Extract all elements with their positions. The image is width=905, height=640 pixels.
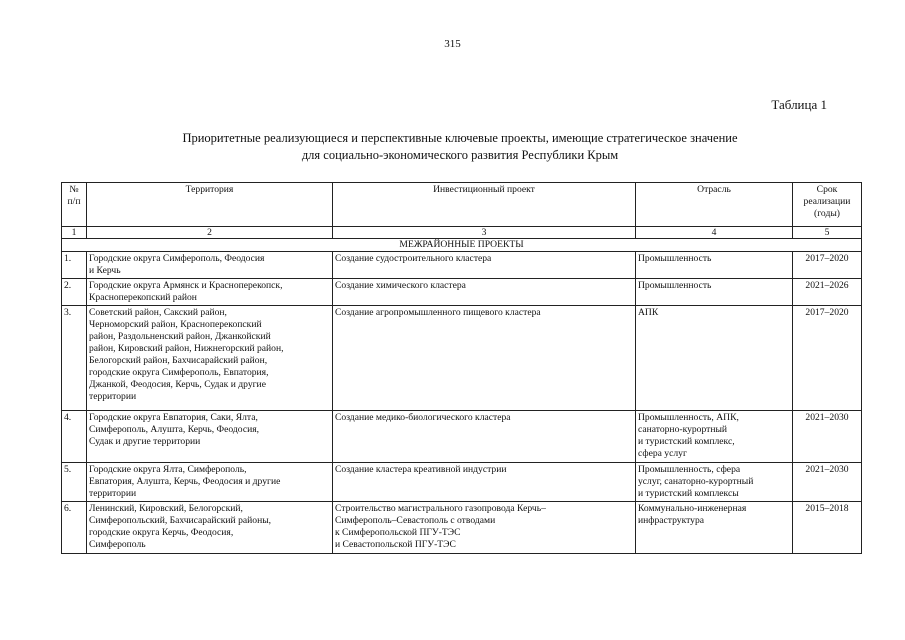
document-title xyxy=(60,130,860,164)
table-row xyxy=(62,411,862,463)
header-period xyxy=(793,183,862,227)
project-line: Строительство магистрального газопровода Керчь– xyxy=(335,503,546,514)
column-number: 3 xyxy=(333,227,636,239)
row-number: 5. xyxy=(62,463,87,502)
header-territory: Территория xyxy=(87,183,333,227)
territory-line: район, Раздольненский район, Джанкойский xyxy=(89,331,271,342)
project-line: Создание агропромышленного пищевого кластера xyxy=(335,307,541,318)
column-number-row xyxy=(62,227,862,239)
territory-line: Ленинский, Кировский, Белогорский, xyxy=(89,503,243,514)
row-territory xyxy=(87,279,333,306)
territory-line: городские округа Керчь, Феодосия, xyxy=(89,527,234,538)
header-period-line: реализации xyxy=(803,196,851,207)
row-period: 2021–2026 xyxy=(793,279,862,306)
industry-line: Промышленность, сфера xyxy=(638,464,741,475)
industry-line: Коммунально-инженерная xyxy=(638,503,747,514)
territory-line: Городские округа Ялта, Симферополь, xyxy=(89,464,247,475)
header-period-line: Срок xyxy=(816,184,838,195)
industry-line: услуг, санаторно-курортный xyxy=(638,476,754,487)
row-period: 2017–2020 xyxy=(793,252,862,279)
industry-line: и туристский комплексы xyxy=(638,488,739,499)
row-project xyxy=(333,502,636,554)
row-project xyxy=(333,411,636,463)
row-period: 2015–2018 xyxy=(793,502,862,554)
row-period: 2021–2030 xyxy=(793,411,862,463)
row-project xyxy=(333,279,636,306)
territory-line: городские округа Симферополь, Евпатория, xyxy=(89,367,269,378)
row-period: 2021–2030 xyxy=(793,463,862,502)
row-number: 3. xyxy=(62,306,87,411)
project-line: Создание кластера креативной индустрии xyxy=(335,464,507,475)
territory-line: и Керчь xyxy=(89,265,121,276)
industry-line: и туристский комплекс, xyxy=(638,436,735,447)
territory-line: Черноморский район, Красноперекопский xyxy=(89,319,262,330)
column-number: 4 xyxy=(636,227,793,239)
project-line: к Симферопольской ПГУ-ТЭС xyxy=(335,527,461,538)
header-num-line: п/п xyxy=(67,196,81,207)
section-row xyxy=(62,239,862,252)
row-territory xyxy=(87,306,333,411)
row-period: 2017–2020 xyxy=(793,306,862,411)
projects-table xyxy=(61,182,862,554)
table-row xyxy=(62,306,862,411)
header-num xyxy=(62,183,87,227)
industry-line: инфраструктура xyxy=(638,515,705,526)
territory-line: Симферопольский, Бахчисарайский районы, xyxy=(89,515,272,526)
territory-line: Джанкой, Феодосия, Керчь, Судак и другие xyxy=(89,379,266,390)
industry-line: Промышленность xyxy=(638,280,712,291)
territory-line: Евпатория, Алушта, Керчь, Феодосия и другие xyxy=(89,476,281,487)
row-project xyxy=(333,463,636,502)
row-industry xyxy=(636,252,793,279)
row-territory xyxy=(87,252,333,279)
industry-line: санаторно-курортный xyxy=(638,424,728,435)
territory-line: Симферополь xyxy=(89,539,146,550)
row-project xyxy=(333,306,636,411)
territory-line: территории xyxy=(89,488,137,499)
project-line: Симферополь–Севастополь с отводами xyxy=(335,515,496,526)
table-row xyxy=(62,502,862,554)
header-industry: Отрасль xyxy=(636,183,793,227)
project-line: Создание судостроительного кластера xyxy=(335,253,492,264)
column-number: 1 xyxy=(62,227,87,239)
territory-line: район, Кировский район, Нижнегорский район, xyxy=(89,343,284,354)
row-number: 1. xyxy=(62,252,87,279)
row-territory xyxy=(87,463,333,502)
row-project xyxy=(333,252,636,279)
section-title: МЕЖРАЙОННЫЕ ПРОЕКТЫ xyxy=(62,239,862,252)
row-industry xyxy=(636,502,793,554)
territory-line: Городские округа Евпатория, Саки, Ялта, xyxy=(89,412,258,423)
territory-line: Красноперекопский район xyxy=(89,292,197,303)
territory-line: Городские округа Армянск и Красноперекопск, xyxy=(89,280,283,291)
row-number: 4. xyxy=(62,411,87,463)
industry-line: АПК xyxy=(638,307,659,318)
table-label: Таблица 1 xyxy=(771,97,827,112)
row-industry xyxy=(636,306,793,411)
table-row xyxy=(62,463,862,502)
project-line: Создание медико-биологического кластера xyxy=(335,412,511,423)
project-line: и Севастопольской ПГУ-ТЭС xyxy=(335,539,456,550)
column-number: 5 xyxy=(793,227,862,239)
territory-line: Советский район, Сакский район, xyxy=(89,307,227,318)
column-number: 2 xyxy=(87,227,333,239)
table-row xyxy=(62,252,862,279)
header-period-line: (годы) xyxy=(814,208,840,219)
territory-line: Судак и другие территории xyxy=(89,436,201,447)
table-row xyxy=(62,279,862,306)
row-number: 6. xyxy=(62,502,87,554)
industry-line: Промышленность, АПК, xyxy=(638,412,739,423)
territory-line: Симферополь, Алушта, Керчь, Феодосия, xyxy=(89,424,260,435)
row-territory xyxy=(87,502,333,554)
row-territory xyxy=(87,411,333,463)
row-industry xyxy=(636,279,793,306)
header-project: Инвестиционный проект xyxy=(333,183,636,227)
header-row xyxy=(62,183,862,227)
row-industry xyxy=(636,411,793,463)
row-industry xyxy=(636,463,793,502)
industry-line: сфера услуг xyxy=(638,448,687,459)
row-number: 2. xyxy=(62,279,87,306)
title-line: для социально-экономического развития Республики Крым xyxy=(301,148,619,162)
page-number: 315 xyxy=(444,38,461,50)
project-line: Создание химического кластера xyxy=(335,280,466,291)
industry-line: Промышленность xyxy=(638,253,712,264)
title-line: Приоритетные реализующиеся и перспективные ключевые проекты, имеющие стратегическое значение xyxy=(182,131,738,145)
header-num-line: № xyxy=(69,184,79,195)
territory-line: Белогорский район, Бахчисарайский район, xyxy=(89,355,268,366)
territory-line: территории xyxy=(89,391,137,402)
territory-line: Городские округа Симферополь, Феодосия xyxy=(89,253,265,264)
